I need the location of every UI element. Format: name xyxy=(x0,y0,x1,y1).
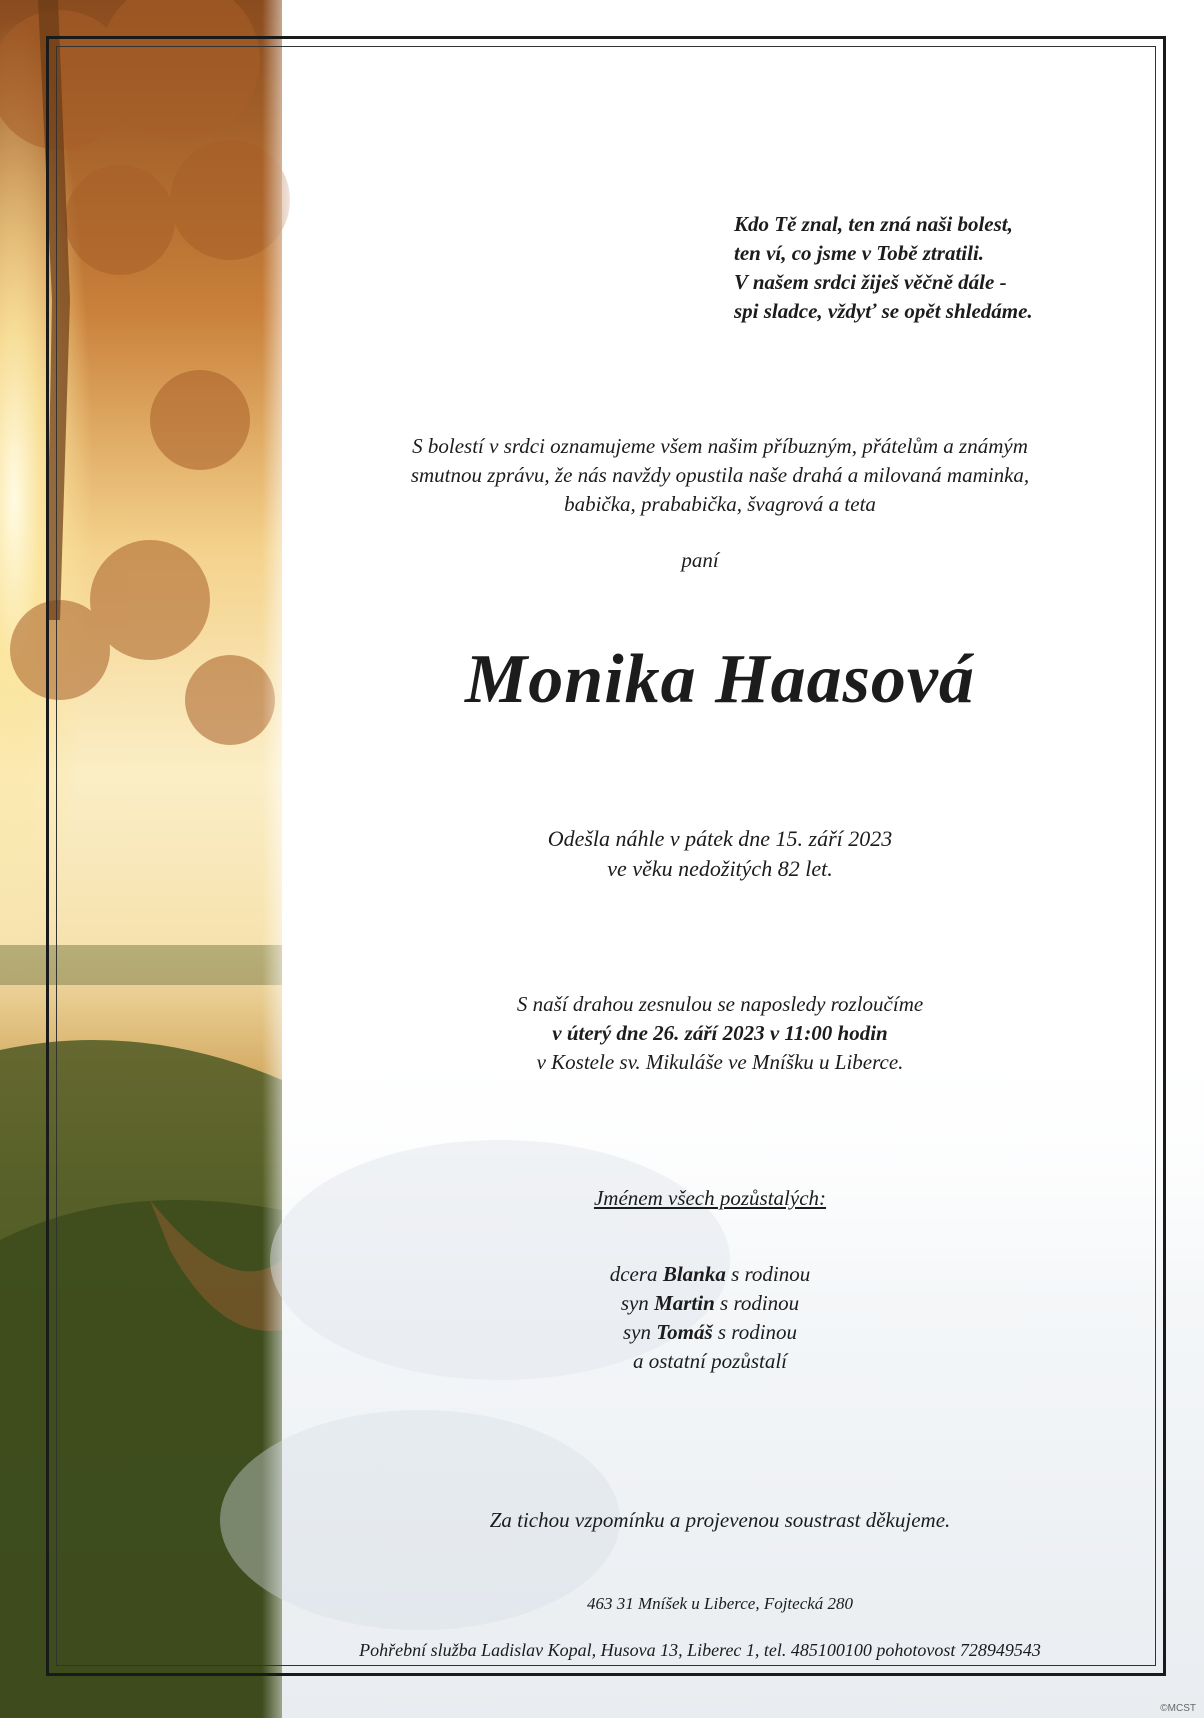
member-name: Tomáš xyxy=(656,1320,713,1344)
poem-line: ten ví, co jsme v Tobě ztratili. xyxy=(734,241,985,265)
member-name: Martin xyxy=(654,1291,715,1315)
other-mourners: a ostatní pozůstalí xyxy=(632,1349,788,1373)
watermark: ©MCST xyxy=(1160,1703,1196,1714)
funeral-datetime: v úterý dne 26. září 2023 v 11:00 hodin xyxy=(552,1021,888,1045)
with-family: s rodinou xyxy=(720,1291,800,1315)
funeral-location: v Kostele sv. Mikuláše ve Mníšku u Liberce. xyxy=(536,1050,904,1074)
family-list xyxy=(400,1260,1020,1376)
poem-line: Kdo Tě znal, ten zná naši bolest, xyxy=(734,212,1013,236)
relation: syn xyxy=(622,1320,651,1344)
family-address: 463 31 Mníšek u Liberce, Fojtecká 280 xyxy=(586,1594,854,1613)
with-family: s rodinou xyxy=(731,1262,811,1286)
memorial-poem xyxy=(734,210,1134,326)
death-info xyxy=(300,824,1140,884)
family-member xyxy=(400,1289,1020,1318)
family-member xyxy=(400,1260,1020,1289)
funeral-info xyxy=(300,990,1140,1077)
deceased-name: Monika Haasová xyxy=(465,641,975,718)
on-behalf-heading: Jménem všech pozůstalých: xyxy=(593,1186,827,1210)
poem-line: spi sladce, vždyť se opět shledáme. xyxy=(734,299,1033,323)
family-member xyxy=(400,1347,1020,1376)
relation: dcera xyxy=(609,1262,658,1286)
announcement-line: S bolestí v srdci oznamujeme všem našim příbuzným, přátelům a známým xyxy=(412,434,1028,458)
announcement-text xyxy=(300,432,1140,519)
with-family: s rodinou xyxy=(717,1320,798,1344)
announcement-line: babička, prababička, švagrová a teta xyxy=(564,492,876,516)
death-line: Odešla náhle v pátek dne 15. září 2023 xyxy=(547,826,893,851)
thanks-text: Za tichou vzpomínku a projevenou soustrast děkujeme. xyxy=(489,1508,951,1532)
family-member xyxy=(400,1318,1020,1347)
funeral-intro: S naší drahou zesnulou se naposledy rozloučíme xyxy=(516,992,924,1016)
age-line: ve věku nedožitých 82 let. xyxy=(607,856,833,881)
announcement-line: smutnou zprávu, že nás navždy opustila naše drahá a milovaná maminka, xyxy=(410,463,1030,487)
poem-line: V našem srdci žiješ věčně dále - xyxy=(734,270,1007,294)
relation: syn xyxy=(620,1291,649,1315)
funeral-service-contact: Pohřební služba Ladislav Kopal, Husova 13, Liberec 1, tel. 485100100 pohotovost 728949543 xyxy=(359,1640,1041,1660)
member-name: Blanka xyxy=(662,1262,726,1286)
honorific: paní xyxy=(681,548,719,572)
